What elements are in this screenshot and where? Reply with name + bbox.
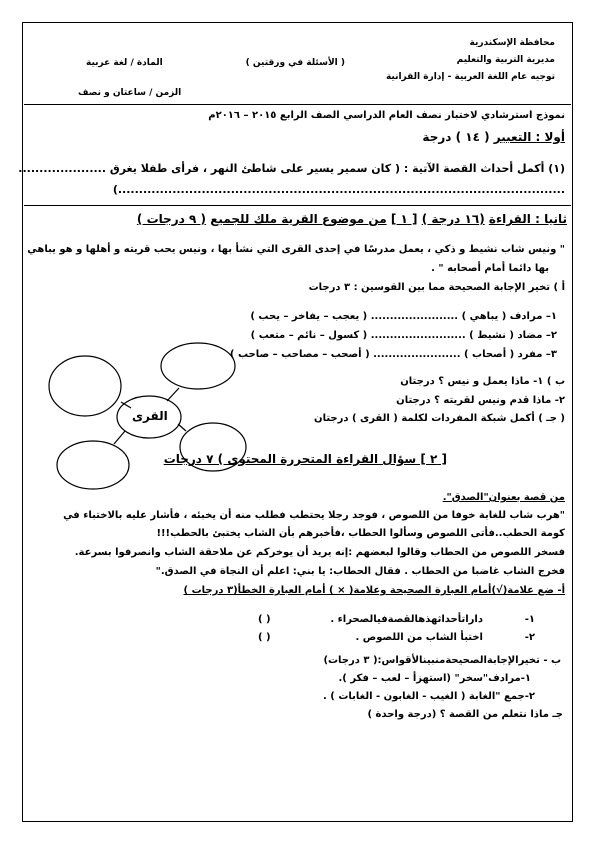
tf-text-1: داراتأحداثهذهالقصةفيالصحراء . bbox=[330, 614, 483, 625]
header-directorate: مديرية التربية والتعليم bbox=[456, 55, 555, 65]
section1-marks: ( ١٤ ) درجة bbox=[422, 130, 490, 144]
part1-marks: ( ٩ درجات ) bbox=[136, 212, 207, 226]
part1-title: من موضوع القرية ملك للجميع bbox=[210, 212, 387, 226]
question-b1: ب ) ١- ماذا يعمل و نيس ؟ درجتان bbox=[400, 376, 565, 387]
truefalse-label: أ- ضع علامة(√)أمام العبارة الصحيحة وعلامة( × ) أمام العبارة الخطأ(٣ درجات ) bbox=[183, 585, 565, 596]
story-title: من قصة بعنوان"الصدق". bbox=[442, 492, 565, 503]
header-divider bbox=[24, 104, 571, 105]
header-inspection: توجيه عام اللغة العربية - إدارة القرانية bbox=[385, 72, 555, 82]
choice-item-1: ١– مرادف ( يباهي ) ....................... ( يعجب – يفاخر – يحب ) bbox=[250, 311, 557, 322]
web-center-word: القرى bbox=[132, 409, 168, 423]
question-b2: ٢- ماذا قدم ونيس لقريته ؟ درجتان bbox=[396, 395, 565, 406]
choose-label: أ ) تخير الإجابة الصحيحة مما بين القوسين : ٣ درجات bbox=[308, 282, 565, 293]
header-subject: المادة / لغة عربية bbox=[86, 58, 163, 68]
section2-heading bbox=[137, 212, 567, 226]
passage-line-2: بها دائما أمام أصحابه " . bbox=[431, 263, 549, 274]
section3-title: [ ٢ ] سؤال القراءة المتحررة المحتوى ) ٧ درجات bbox=[163, 452, 447, 466]
choose2-item-1: ١-مرادف"سخر" (استهزأ – لعب – فكر ). bbox=[338, 673, 531, 684]
choose2-label: ب - تخيرالإجابةالصحيحةمنبينالأقواس:( ٣ درجات) bbox=[323, 655, 561, 666]
tf-num-2: ٢- bbox=[524, 632, 535, 643]
lesson-question: جـ ماذا نتعلم من القصة ؟ (درجة واحدة ) bbox=[367, 709, 563, 720]
section-divider bbox=[24, 205, 571, 206]
section2-marks: (١٦ درجة ) bbox=[421, 212, 485, 226]
tf-text-2: اختبأ الشاب من اللصوص . bbox=[355, 632, 483, 643]
passage-line-1: " ونيس شاب نشيط و ذكي ، يعمل مدرسًا في إحدى القرى التي نشأ بها ، ونيس يحب قريته و أهلها و هو يباهي bbox=[27, 244, 565, 255]
header-pages-note: ( الأسئلة في ورقتين ) bbox=[245, 58, 345, 68]
story-line-4: فخرج الشاب غاضبا من الحطاب . فقال الحطاب: يا بني: اعلم أن النجاة في الصدق." bbox=[155, 566, 565, 577]
exam-title: نموذج استرشادي لاختبار نصف العام الدراسي الصف الرابع ٢٠١٥ – ٢٠١٦م bbox=[208, 110, 565, 121]
choice-item-2: ٢– مضاد ( نشيط ) ......................... ( كسول – نائم – متعب ) bbox=[250, 330, 557, 341]
story-line-3: فسخر اللصوص من الحطاب وقالوا لبعضهم :إنه يريد أن يوخركم عن ملاحقة الشاب وانصرفوا بسرعة. bbox=[74, 547, 565, 558]
tf-box-2[interactable]: ( ) bbox=[258, 632, 271, 643]
choose2-item-2: ٢-جمع "الغابة ( الغيب - الغابون - الغابات ) . bbox=[323, 691, 535, 702]
question-c: ( جـ ) أكمل شبكة المفردات لكلمة ( القرى ) درجتان bbox=[314, 413, 565, 424]
choice-item-3: ٣– مفرد ( أصحاب ) ....................... ( أصحب – مصاحب – صاحب ) bbox=[229, 349, 557, 360]
section1-title: أولا : التعبير bbox=[493, 130, 565, 144]
header-governorate: محافظة الإسكندرية bbox=[469, 38, 555, 48]
section1-heading bbox=[422, 130, 565, 144]
story-line-2: كومة الحطب..فأتى اللصوص وسألوا الحطاب ،فأخبرهم بأن الشاب يختبئ بالحطب!!! bbox=[156, 528, 565, 539]
expression-question: (١) أكمل أحداث القصة الآتية : ( كان سمير يسير على شاطئ النهر ، فرأى طفلا يغرق ..................... bbox=[18, 162, 565, 175]
header-time: الزمن / ساعتان و نصف bbox=[78, 88, 182, 98]
section2-title: ثانيا : القراءة bbox=[488, 212, 567, 226]
tf-num-1: ١- bbox=[524, 614, 535, 625]
part1-number: [ ١ ] bbox=[390, 212, 418, 226]
story-line-1: "هرب شاب للغابة خوفا من اللصوص ، فوجد رجلا يحتطب فطلب منه أن يخبئه ، فأشار عليه بالاختباء في bbox=[63, 510, 565, 521]
expression-answer-line: ...........................................................................................................) bbox=[112, 183, 565, 196]
tf-box-1[interactable]: ( ) bbox=[258, 614, 271, 625]
